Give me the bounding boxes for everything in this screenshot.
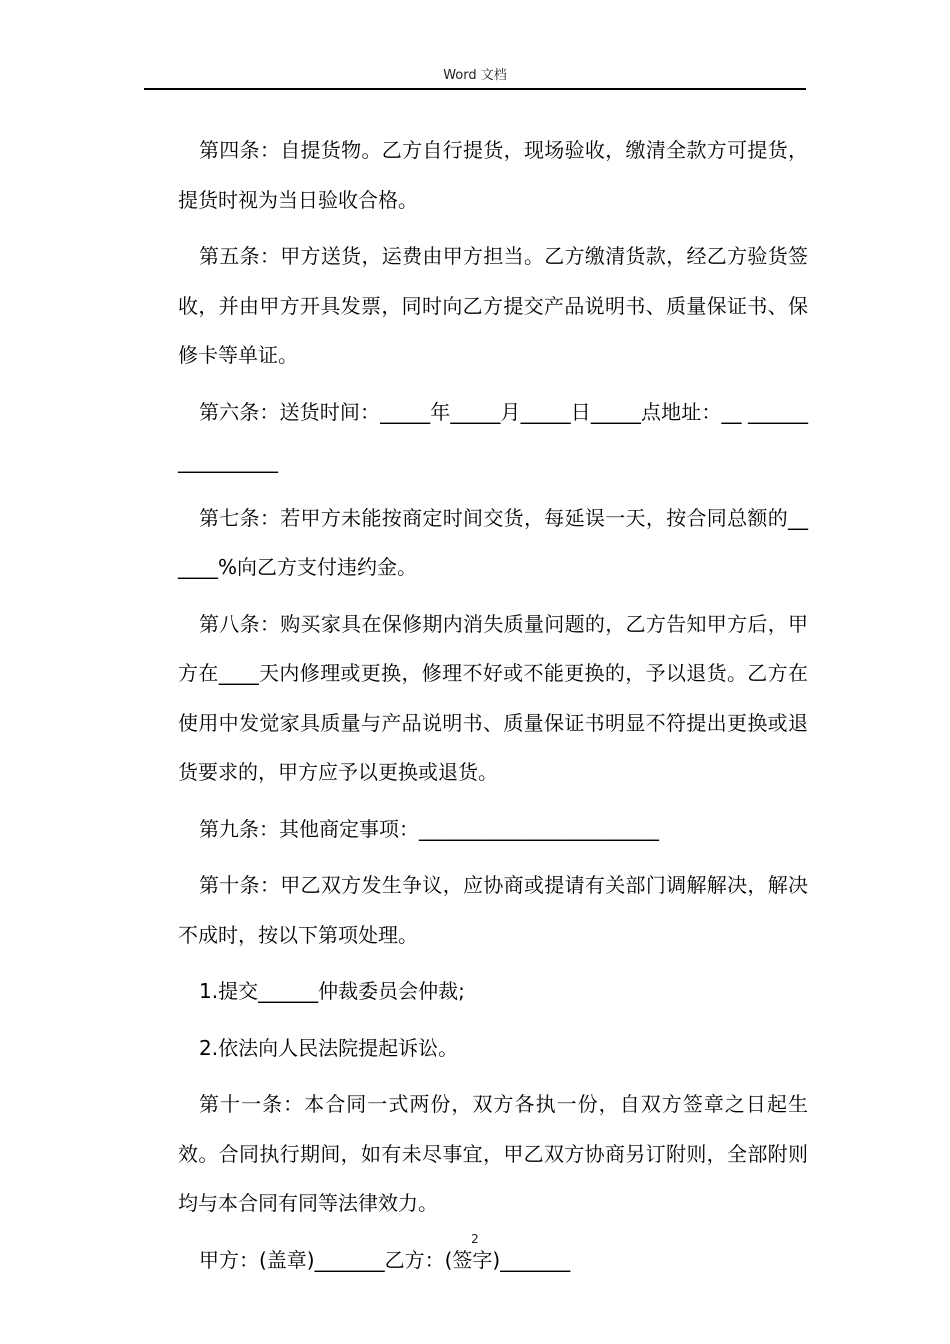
clause-8: 第八条：购买家具在保修期内消失质量问题的，乙方告知甲方后，甲方在____天内修理或更换，修理不好或不能更换的，予以退货。乙方在使用中发觉家具质量与产品说明书、质量保证书明显不符提出更换或退货要求的，甲方应予以更换或退货。 [178, 611, 808, 784]
document-body [178, 126, 808, 1292]
clause-11: 第十一条：本合同一式两份，双方各执一份，自双方签章之日起生效。合同执行期间，如有未尽事宜，甲乙双方协商另订附则，全部附则均与本合同有同等法律效力。 [178, 1092, 808, 1215]
clause-10-option-2: 2.依法向人民法院提起诉讼。 [199, 1035, 459, 1060]
clause-7: 第七条：若甲方未能按商定时间交货，每延误一天，按合同总额的______%向乙方支付违约金。 [178, 505, 808, 579]
clause-6: 第六条：送货时间：_____年_____月_____日_____点地址：__ ________________ [178, 399, 808, 473]
clause-9: 第九条：其他商定事项：________________________ [199, 816, 659, 841]
page-number: 2 [471, 1232, 479, 1246]
header-rule [144, 88, 806, 90]
signature-line: 甲方：(盖章)_______乙方：(签字)_______ [199, 1247, 571, 1272]
clause-5: 第五条：甲方送货，运费由甲方担当。乙方缴清货款，经乙方验货签收，并由甲方开具发票，同时向乙方提交产品说明书、质量保证书、保修卡等单证。 [178, 244, 808, 367]
header-title: Word 文档 [443, 68, 507, 83]
clause-10-option-1: 1.提交______仲裁委员会仲裁; [199, 979, 465, 1003]
clause-4: 第四条：自提货物。乙方自行提货，现场验收，缴清全款方可提货，提货时视为当日验收合格。 [178, 138, 808, 212]
clause-10: 第十条：甲乙双方发生争议，应协商或提请有关部门调解解决，解决不成时，按以下第项处理。 [178, 873, 808, 947]
